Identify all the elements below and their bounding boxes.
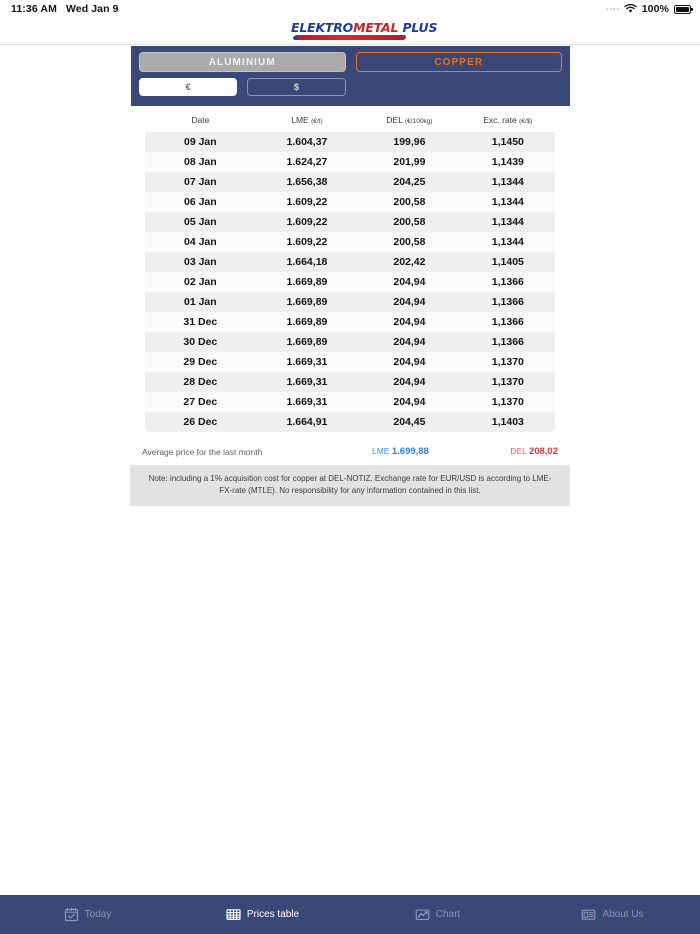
cell-date: 01 Jan bbox=[183, 296, 217, 308]
cell-exc-rate: 1,1405 bbox=[491, 256, 524, 268]
average-del-number: 208,02 bbox=[528, 446, 558, 457]
table-header-row bbox=[145, 106, 555, 132]
logo-part-elektro: ELEKTRO bbox=[291, 20, 354, 35]
cell-exc-rate: 1,1344 bbox=[491, 196, 524, 208]
cell-lme: 1.609,22 bbox=[286, 236, 328, 248]
aluminium-tab-label: ALUMINIUM bbox=[208, 56, 276, 68]
cell-del: 200,58 bbox=[393, 216, 426, 228]
cell-lme: 1.669,89 bbox=[286, 276, 328, 288]
cell-date: 29 Dec bbox=[183, 356, 218, 368]
column-header-lme-unit: (€/t) bbox=[311, 118, 323, 125]
table-row bbox=[145, 292, 555, 312]
column-header-exc-rate-label: Exc. rate bbox=[483, 115, 520, 125]
metal-selector-panel bbox=[131, 46, 570, 106]
tab-about-us-label: About Us bbox=[602, 909, 644, 920]
column-header-date-label: Date bbox=[191, 115, 210, 125]
cell-lme: 1.669,89 bbox=[286, 336, 328, 348]
table-row bbox=[145, 132, 555, 152]
cell-lme: 1.669,31 bbox=[286, 396, 328, 408]
cell-del: 204,25 bbox=[393, 176, 426, 188]
cell-exc-rate: 1,1366 bbox=[491, 276, 524, 288]
copper-tab-button[interactable] bbox=[356, 52, 563, 72]
cell-del: 200,58 bbox=[393, 196, 426, 208]
cell-del: 204,94 bbox=[393, 356, 426, 368]
table-row bbox=[145, 212, 555, 232]
table-row bbox=[145, 272, 555, 292]
average-lme-prefix: LME bbox=[372, 446, 390, 456]
logo-wordmark bbox=[291, 20, 438, 35]
cell-date: 27 Dec bbox=[183, 396, 218, 408]
cell-del: 204,94 bbox=[393, 276, 426, 288]
cell-exc-rate: 1,1370 bbox=[491, 376, 524, 388]
table-row bbox=[145, 172, 555, 192]
cell-exc-rate: 1,1370 bbox=[491, 396, 524, 408]
cell-del: 200,58 bbox=[393, 236, 426, 248]
column-header-exc-rate-unit: (€/$) bbox=[519, 118, 533, 125]
cell-date: 05 Jan bbox=[183, 216, 217, 228]
table-row bbox=[145, 312, 555, 332]
disclaimer-note: Note: including a 1% acquisition cost for copper at DEL-NOTIZ. Exchange rate for EUR/USD is according to LME-FX-rate (MTLE). No responsibility for any information contained in this list. bbox=[130, 465, 570, 506]
cell-del: 204,94 bbox=[393, 396, 426, 408]
cell-lme: 1.609,22 bbox=[286, 196, 328, 208]
cell-del: 199,96 bbox=[393, 136, 426, 148]
column-header-del bbox=[358, 106, 461, 132]
cell-exc-rate: 1,1366 bbox=[491, 336, 524, 348]
battery-full-icon bbox=[674, 5, 691, 14]
currency-button-row bbox=[139, 78, 562, 96]
calendar-check-icon bbox=[64, 907, 79, 922]
cell-lme: 1.664,18 bbox=[286, 256, 328, 268]
cell-exc-rate: 1,1439 bbox=[491, 156, 524, 168]
cell-date: 04 Jan bbox=[183, 236, 217, 248]
cell-del: 202,42 bbox=[393, 256, 426, 268]
cell-del: 204,45 bbox=[393, 416, 426, 428]
cell-exc-rate: 1,1344 bbox=[491, 216, 524, 228]
cell-date: 28 Dec bbox=[183, 376, 218, 388]
table-row bbox=[145, 352, 555, 372]
cell-exc-rate: 1,1450 bbox=[491, 136, 524, 148]
table-row bbox=[145, 232, 555, 252]
table-row bbox=[145, 412, 555, 432]
table-row bbox=[145, 392, 555, 412]
aluminium-tab-button[interactable] bbox=[139, 52, 346, 72]
cell-del: 204,94 bbox=[393, 316, 426, 328]
cell-date: 02 Jan bbox=[183, 276, 217, 288]
cell-lme: 1.669,31 bbox=[286, 376, 328, 388]
column-header-lme-label: LME bbox=[291, 115, 312, 125]
copper-tab-label: COPPER bbox=[434, 56, 484, 68]
cell-date: 03 Jan bbox=[183, 256, 217, 268]
cell-lme: 1.624,27 bbox=[286, 156, 328, 168]
app-logo bbox=[291, 20, 438, 42]
cell-lme: 1.669,89 bbox=[286, 316, 328, 328]
main-content bbox=[0, 106, 700, 506]
panel-spacer bbox=[356, 78, 563, 96]
cell-date: 08 Jan bbox=[183, 156, 217, 168]
tab-about-us[interactable] bbox=[525, 907, 700, 922]
status-bar-right bbox=[606, 3, 691, 15]
logo-part-metal: METAL bbox=[353, 20, 399, 35]
column-header-lme bbox=[256, 106, 359, 132]
prices-table-head bbox=[145, 106, 555, 132]
currency-usd-label: $ bbox=[293, 81, 300, 93]
tab-prices-table-label: Prices table bbox=[246, 909, 300, 920]
logo-blue-dot bbox=[293, 36, 298, 40]
cell-date: 07 Jan bbox=[183, 176, 217, 188]
signal-dots-icon bbox=[606, 8, 619, 10]
contact-card-icon bbox=[581, 907, 596, 922]
currency-usd-button[interactable] bbox=[247, 78, 345, 96]
tab-chart-label: Chart bbox=[435, 909, 461, 920]
cell-date: 09 Jan bbox=[183, 136, 217, 148]
cell-exc-rate: 1,1344 bbox=[491, 236, 524, 248]
cell-del: 201,99 bbox=[393, 156, 426, 168]
bottom-tab-bar bbox=[0, 895, 700, 934]
wifi-icon bbox=[624, 4, 637, 14]
line-chart-icon bbox=[415, 907, 430, 922]
table-row bbox=[145, 332, 555, 352]
cell-lme: 1.656,38 bbox=[286, 176, 328, 188]
logo-red-bar bbox=[294, 35, 407, 40]
status-date: Wed Jan 9 bbox=[65, 3, 119, 15]
average-price-row bbox=[130, 446, 570, 457]
cell-del: 204,94 bbox=[393, 336, 426, 348]
currency-toggle-group bbox=[139, 78, 346, 96]
cell-del: 204,94 bbox=[393, 296, 426, 308]
cell-exc-rate: 1,1366 bbox=[491, 296, 524, 308]
table-row bbox=[145, 192, 555, 212]
average-lme-value bbox=[372, 446, 448, 457]
table-row bbox=[145, 152, 555, 172]
average-del-value bbox=[448, 446, 558, 457]
app-header bbox=[0, 18, 700, 45]
column-header-exc-rate bbox=[461, 106, 555, 132]
prices-table bbox=[145, 106, 555, 432]
column-header-date bbox=[145, 106, 256, 132]
column-header-del-label: DEL bbox=[386, 115, 405, 125]
status-time: 11:36 AM bbox=[11, 3, 57, 15]
logo-part-plus: PLUS bbox=[398, 20, 438, 35]
prices-table-card bbox=[145, 106, 555, 432]
cell-exc-rate: 1,1366 bbox=[491, 316, 524, 328]
cell-date: 30 Dec bbox=[183, 336, 218, 348]
currency-eur-button[interactable] bbox=[139, 78, 237, 96]
battery-percent: 100% bbox=[641, 3, 669, 15]
currency-eur-label: € bbox=[185, 81, 191, 93]
cell-exc-rate: 1,1344 bbox=[491, 176, 524, 188]
cell-lme: 1.604,37 bbox=[286, 136, 328, 148]
status-bar bbox=[0, 0, 700, 18]
prices-table-body bbox=[145, 132, 555, 432]
metal-button-row bbox=[139, 52, 562, 72]
average-lme-number: 1.699,88 bbox=[391, 446, 429, 457]
cell-del: 204,94 bbox=[393, 376, 426, 388]
cell-date: 31 Dec bbox=[183, 316, 218, 328]
cell-lme: 1.609,22 bbox=[286, 216, 328, 228]
cell-lme: 1.669,31 bbox=[286, 356, 328, 368]
cell-date: 06 Jan bbox=[183, 196, 217, 208]
cell-lme: 1.664,91 bbox=[286, 416, 328, 428]
table-row bbox=[145, 372, 555, 392]
tab-chart[interactable] bbox=[350, 907, 525, 922]
table-row bbox=[145, 252, 555, 272]
column-header-del-unit: (€/100kg) bbox=[405, 118, 433, 125]
tab-today[interactable] bbox=[0, 907, 175, 922]
cell-exc-rate: 1,1370 bbox=[491, 356, 524, 368]
table-grid-icon bbox=[226, 907, 241, 922]
tab-prices-table[interactable] bbox=[175, 907, 350, 922]
cell-date: 26 Dec bbox=[183, 416, 218, 428]
status-bar-left bbox=[11, 3, 119, 15]
average-del-prefix: DEL bbox=[510, 446, 527, 456]
cell-exc-rate: 1,1403 bbox=[491, 416, 524, 428]
cell-lme: 1.669,89 bbox=[286, 296, 328, 308]
average-price-label: Average price for the last month bbox=[142, 446, 263, 457]
tab-today-label: Today bbox=[84, 909, 112, 920]
